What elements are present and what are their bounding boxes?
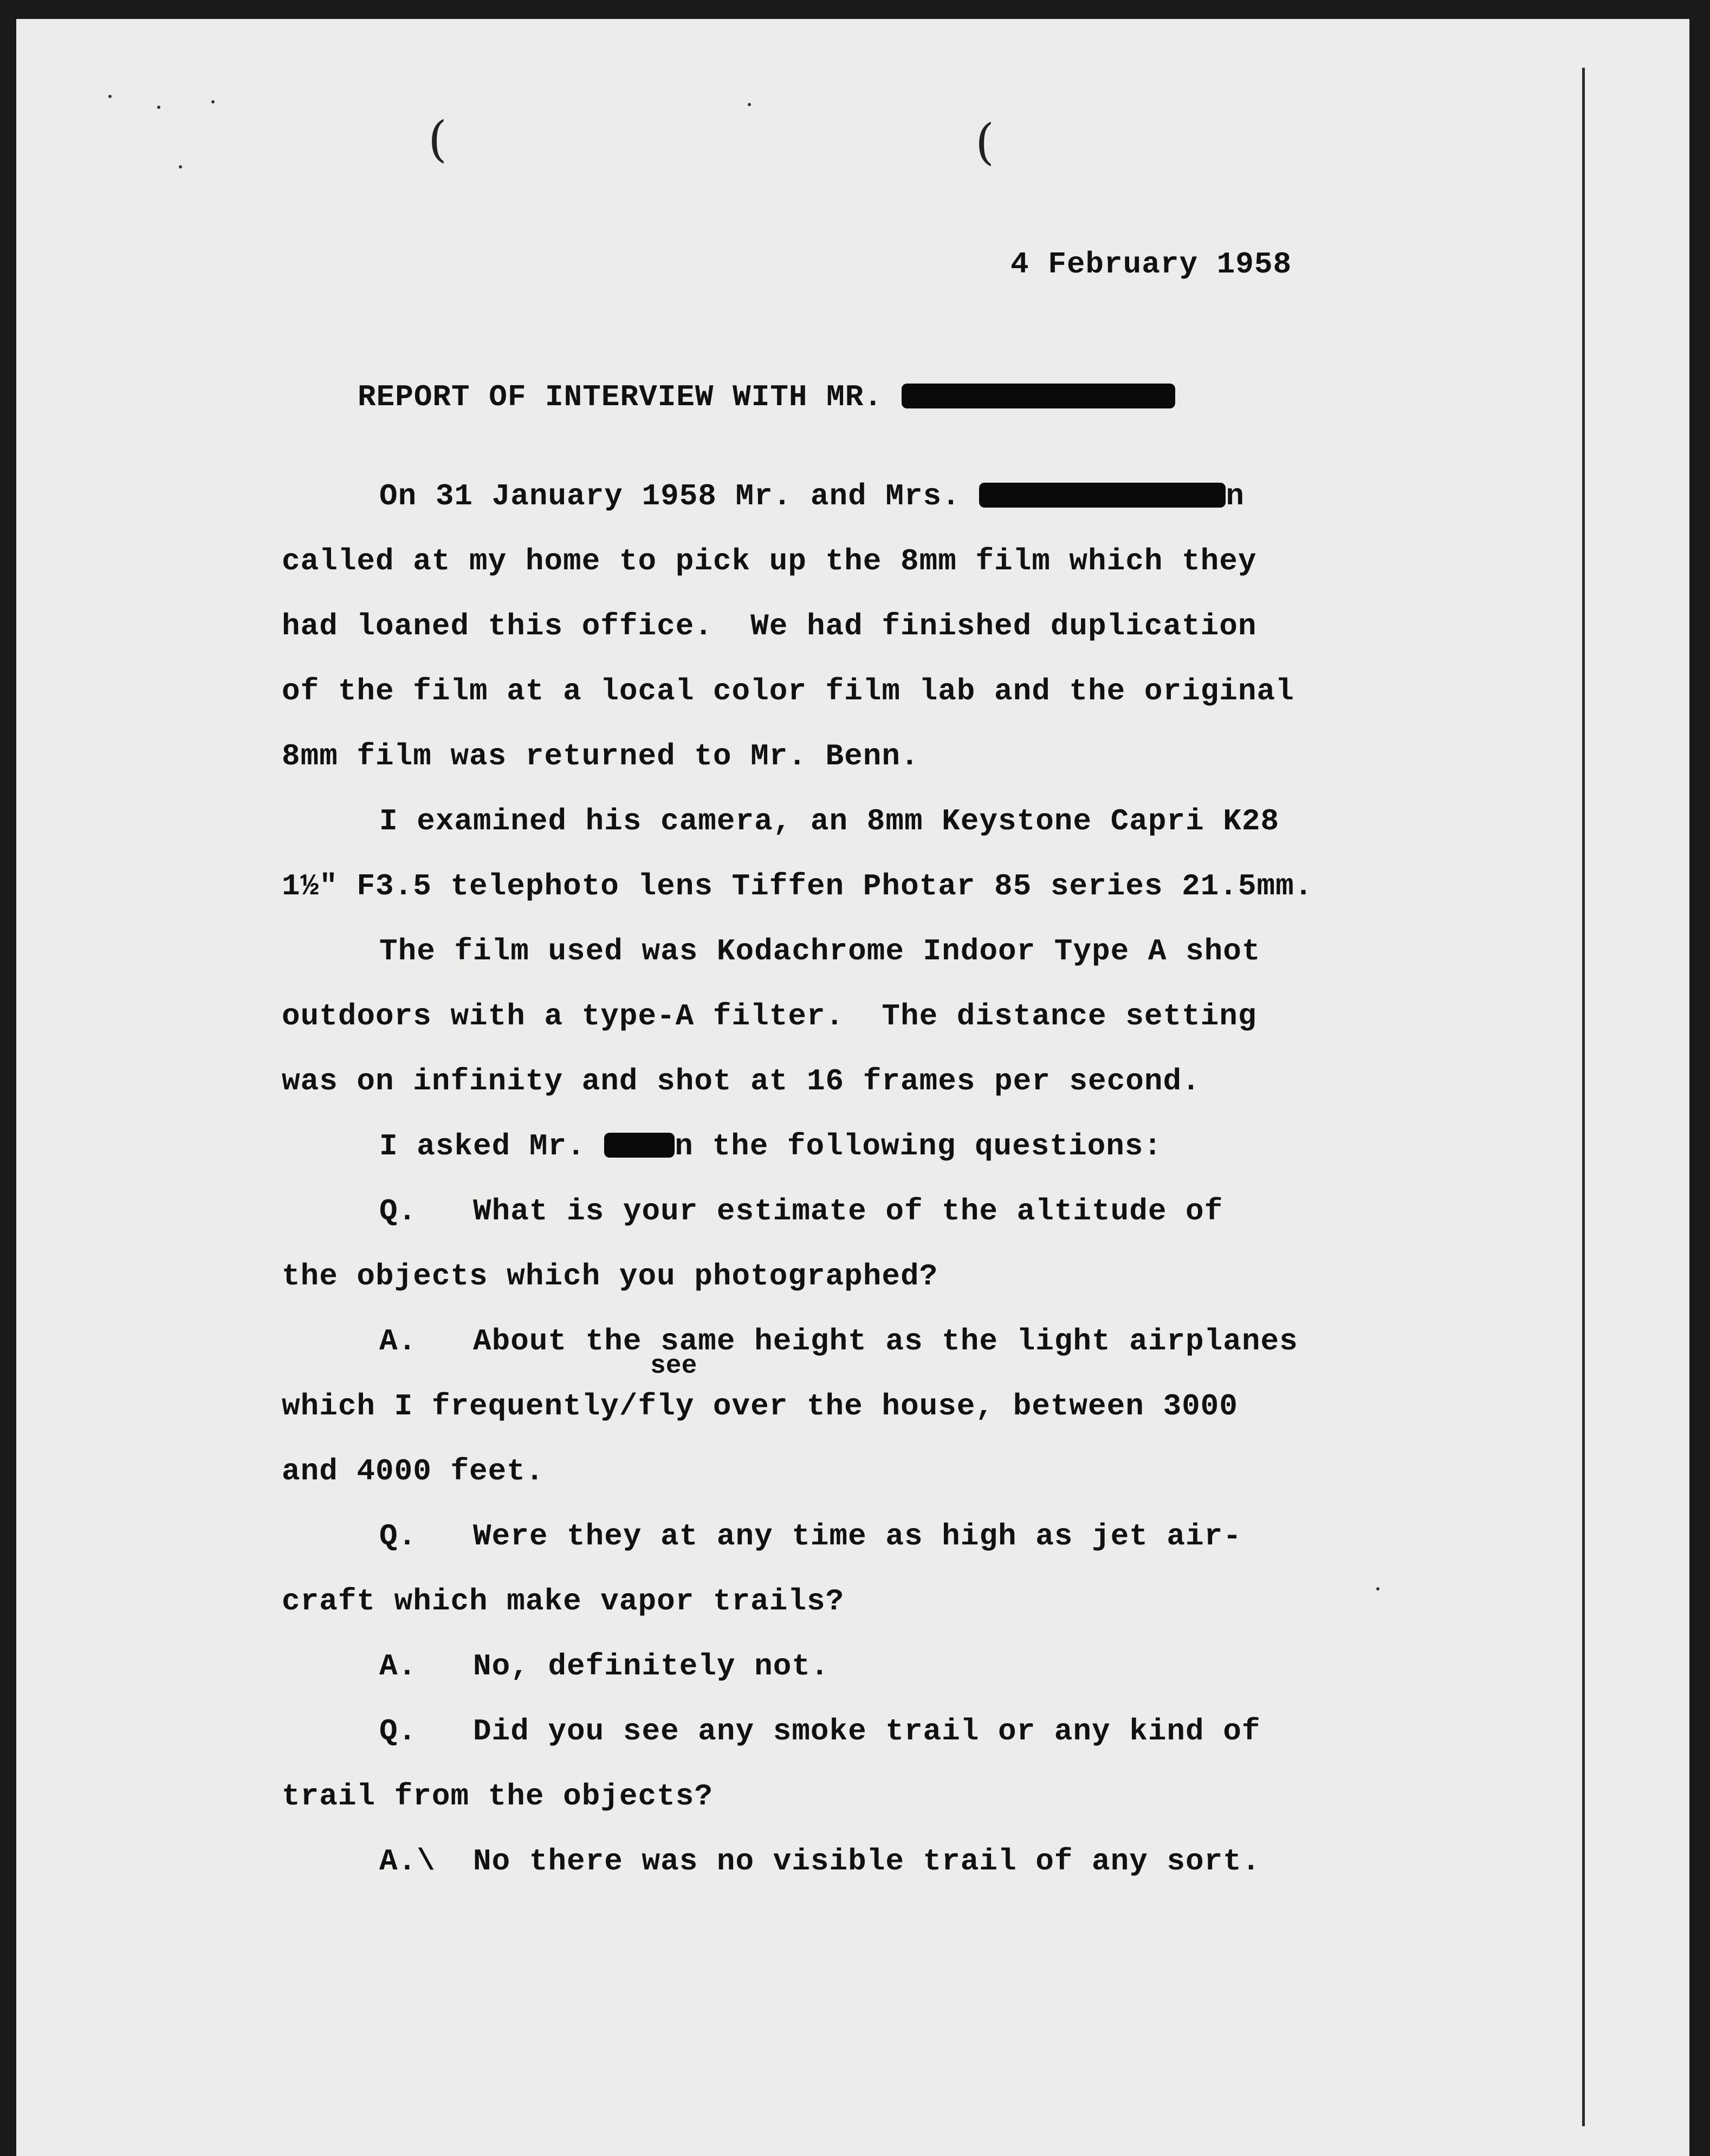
speck (179, 165, 182, 168)
handwritten-insert: see (650, 1352, 697, 1381)
speck (211, 100, 215, 103)
punch-mark: ( (975, 114, 995, 171)
redaction (979, 483, 1226, 508)
punch-mark: ( (428, 111, 448, 168)
body-line: I asked Mr. n the following questions: (379, 1129, 1163, 1164)
body-line: I examined his camera, an 8mm Keystone Capri K28 (379, 804, 1280, 839)
body-line: A.\ No there was no visible trail of any sort. (379, 1844, 1261, 1879)
redaction (902, 384, 1175, 408)
body-line: called at my home to pick up the 8mm film which they (282, 544, 1257, 579)
document-date: 4 February 1958 (1011, 247, 1292, 282)
redaction (604, 1133, 675, 1158)
body-line: Q. Were they at any time as high as jet air- (379, 1519, 1242, 1554)
body-line: The film used was Kodachrome Indoor Type A shot (379, 934, 1261, 969)
body-line: the objects which you photographed? (282, 1259, 938, 1294)
speck (1376, 1587, 1379, 1590)
body-line: was on infinity and shot at 16 frames per second. (282, 1064, 1201, 1099)
speck (748, 103, 751, 106)
body-line: Q. What is your estimate of the altitude of (379, 1194, 1223, 1229)
body-line: of the film at a local color film lab and the original (282, 674, 1294, 709)
body-line: and 4000 feet. (282, 1454, 545, 1489)
page-edge-line (1582, 68, 1585, 2126)
speck (157, 106, 160, 109)
document-title: REPORT OF INTERVIEW WITH MR. (358, 382, 1175, 412)
body-line: A. About the same height as the light airplanes (379, 1324, 1298, 1359)
document-page (16, 19, 1689, 2156)
body-line: On 31 January 1958 Mr. and Mrs. n (379, 479, 1245, 514)
body-line: outdoors with a type-A filter. The distance setting (282, 999, 1257, 1034)
body-line: had loaned this office. We had finished duplication (282, 609, 1257, 644)
speck (108, 95, 112, 98)
body-line: A. No, definitely not. (379, 1649, 830, 1684)
body-line: which I frequently/fly over the house, between 3000 (282, 1389, 1238, 1424)
body-line: craft which make vapor trails? (282, 1584, 845, 1619)
body-line: 1½" F3.5 telephoto lens Tiffen Photar 85 series 21.5mm. (282, 869, 1313, 904)
body-line: trail from the objects? (282, 1779, 713, 1814)
body-line: 8mm film was returned to Mr. Benn. (282, 739, 919, 774)
body-line: Q. Did you see any smoke trail or any kind of (379, 1714, 1261, 1749)
